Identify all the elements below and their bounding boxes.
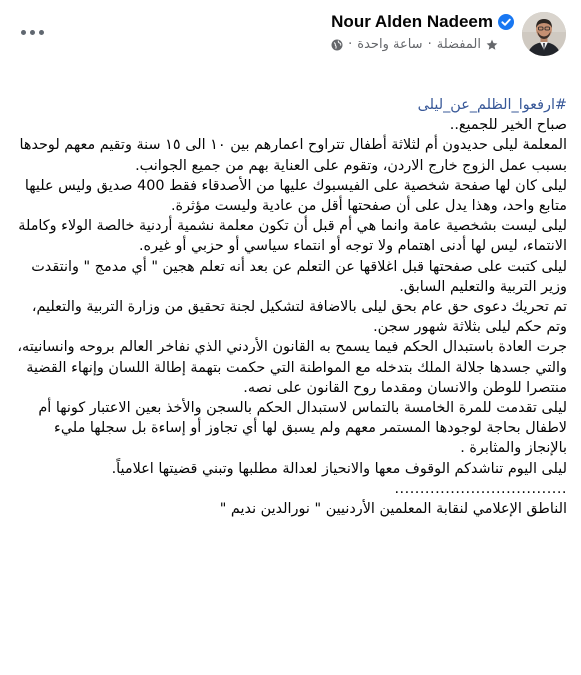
more-dot [39, 30, 44, 35]
verified-badge-icon [498, 14, 514, 30]
hashtag-link[interactable]: #ارفعوا_الظلم_عن_ليلى [417, 97, 567, 113]
post-paragraph: ليلى تقدمت للمرة الخامسة بالتماس لاستبدال الحكم بالسجن والأخذ بعين الاعتبار كونها أم لاطفال بحاجة لوجودها المستمر معهم ولم يسبق لها أي تجاوز أو إساءة بل سجلها مليء بالإنجاز والمثابرة . [38, 400, 567, 457]
post-paragraph: ليلى ليست بشخصية عامة وانما هي أم قبل أن تكون معلمة نشمية أردنية خالصة الولاء وكاملة الانتماء، ليس لها أدنى اهتمام ولا توجه أو انتماء سياسي أو حزبي أو غيره. [18, 218, 567, 255]
author-avatar[interactable] [522, 12, 566, 56]
post-paragraph: تم تحريك دعوى حق عام بحق ليلى بالاضافة لتشكيل لجنة تحقيق من وزارة التربية والتعليم، وتم حكم ليلى بثلاثة شهور سجن. [31, 299, 567, 336]
post-paragraph: ليلى كتبت على صفحتها قبل اغلاقها عن التعلم عن بعد أنه تعلم هجين " أي مدمج " وانتقدت وزير التربية والتعليم السابق. [31, 258, 567, 295]
meta-separator: · [427, 37, 432, 52]
author-name[interactable]: Nour Alden Nadeem [331, 12, 493, 31]
post-timestamp[interactable]: ساعة واحدة [357, 37, 423, 52]
post-body [14, 95, 567, 519]
post-meta [331, 37, 514, 52]
more-dot [21, 30, 26, 35]
post-paragraph: جرت العادة باستبدال الحكم فيما يسمح به القانون الأردني الذي نفاخر العالم بروحه وانسانيته، والتي جسدها جلالة الملك بتدخله مع المواطنة التي حكمت بتهمة إطالة اللسان وإنهاء القضية منتصرا للوطن والانسان ومقدما روح القانون على نصه. [17, 339, 567, 396]
favorites-label[interactable]: المفضلة [436, 37, 481, 52]
meta-separator: · [348, 37, 353, 52]
post-paragraph: ليلى كان لها صفحة شخصية على الفيسبوك عليها من الأصدقاء فقط 400 صديق وليس عليها متابع واحد، وهذا يدل على أن صفحتها أقل من عادية وليست مؤثرة. [24, 177, 567, 215]
dotted-separator: .................................. [394, 480, 567, 497]
favorites-star-icon [486, 39, 498, 51]
post-paragraph: المعلمة ليلى حديدون أم لثلاثة أطفال تتراوح اعمارهم بين ١٠ الى ١٥ سنة وتقيم معهم لوحدها بسبب عمل الزوج خارج الاردن، وتقوم على العناية بهم من جميع الجوانب. [19, 137, 567, 174]
author-block [331, 12, 514, 52]
post-paragraph: ليلى اليوم تناشدكم الوقوف معها والانحياز لعدالة مطلبها وتبني قضيتها اعلامياً. [111, 460, 567, 477]
post-signature: الناطق الإعلامي لنقابة المعلمين الأردنيين " نورالدين نديم " [219, 501, 567, 518]
post-paragraph: صباح الخير للجميع.. [449, 117, 567, 134]
avatar-image [522, 12, 566, 56]
more-dot [30, 30, 35, 35]
more-options-button[interactable] [14, 20, 50, 44]
post-header [0, 0, 581, 78]
privacy-globe-icon[interactable] [331, 39, 343, 51]
